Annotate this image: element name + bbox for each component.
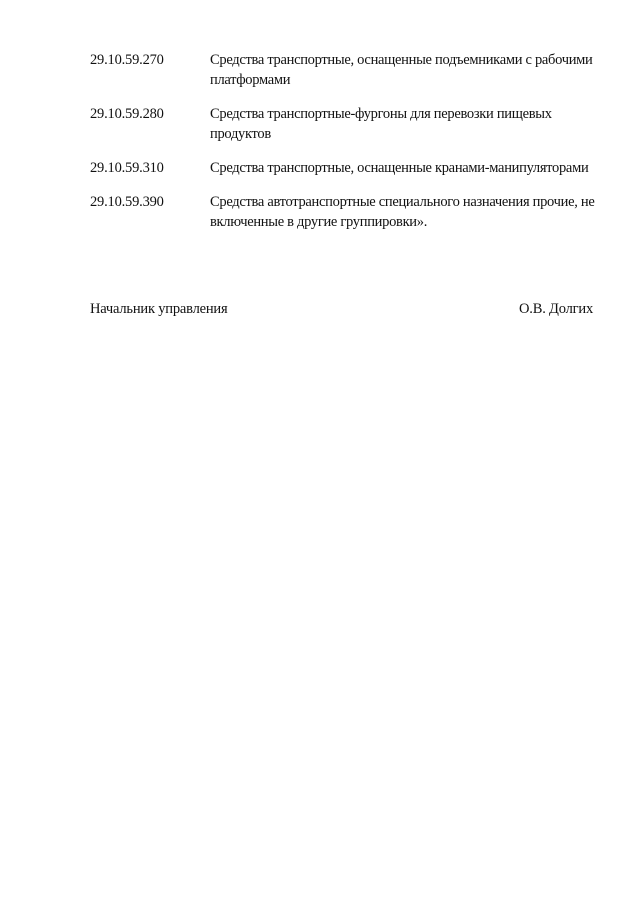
code-entry	[90, 104, 600, 144]
code-entry	[90, 192, 600, 232]
classification-code: 29.10.59.280	[90, 106, 164, 122]
code-entry	[90, 158, 600, 178]
classification-code: 29.10.59.390	[90, 194, 164, 210]
classification-code-list	[90, 50, 600, 246]
signatory-position: Начальник управления	[90, 301, 228, 317]
signature-block	[90, 299, 593, 319]
classification-code: 29.10.59.310	[90, 160, 164, 176]
classification-description: Средства транспортные-фургоны для перевозки пищевых продуктов	[210, 106, 552, 142]
classification-description: Средства автотранспортные специального назначения прочие, не включенные в другие группировки».	[210, 194, 595, 230]
classification-code: 29.10.59.270	[90, 52, 164, 68]
code-entry	[90, 50, 600, 90]
signatory-name: О.В. Долгих	[519, 301, 593, 317]
classification-description: Средства транспортные, оснащенные подъемниками с рабочими платформами	[210, 52, 593, 88]
classification-description: Средства транспортные, оснащенные кранами-манипуляторами	[210, 160, 589, 176]
